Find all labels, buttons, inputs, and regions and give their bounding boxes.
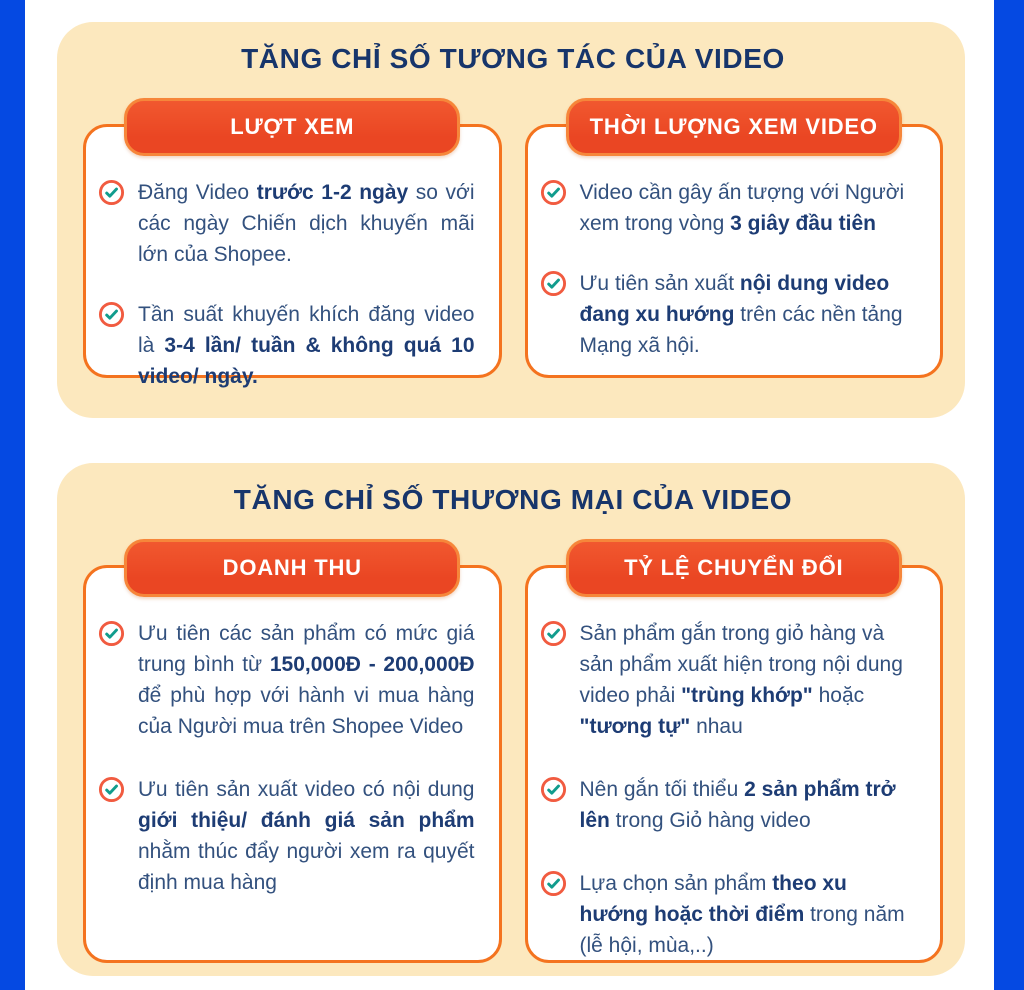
- page-surface: [25, 0, 994, 990]
- tip-card: [83, 114, 502, 388]
- card-header-label: DOANH THU: [222, 555, 362, 580]
- section-title: TĂNG CHỈ SỐ TƯƠNG TÁC CỦA VIDEO: [241, 43, 785, 74]
- list-item: [540, 618, 917, 742]
- tips-list: [540, 177, 917, 361]
- tip-card: [525, 114, 944, 378]
- list-item-text: Video cần gây ấn tượng với Người xem trong vòng 3 giây đầu tiên: [579, 181, 905, 235]
- tip-card: [525, 555, 944, 963]
- list-item: [540, 774, 917, 836]
- card-header-pill: [566, 539, 902, 597]
- card-header-label: THỜI LƯỢNG XEM VIDEO: [589, 114, 878, 139]
- cards-row: [83, 555, 943, 963]
- cards-row: [83, 114, 943, 388]
- check-circle-icon: [540, 179, 567, 239]
- tips-list: [98, 618, 475, 898]
- tips-list: [540, 618, 917, 961]
- list-item: [540, 268, 917, 361]
- list-item-text: Tần suất khuyến khích đăng video là 3-4 lần/ tuần & không quá 10 video/ ngày.: [138, 303, 475, 388]
- list-item-text: Lựa chọn sản phẩm theo xu hướng hoặc thời điểm trong năm (lễ hội, mùa,..): [579, 872, 905, 957]
- check-circle-icon: [540, 620, 567, 742]
- check-circle-icon: [98, 179, 125, 270]
- list-item-text: Nên gắn tối thiểu 2 sản phẩm trở lên trong Giỏ hàng video: [579, 778, 896, 832]
- check-circle-icon: [98, 301, 125, 392]
- tip-card: [83, 555, 502, 963]
- section-interaction-metrics: [57, 22, 965, 418]
- section-title: TĂNG CHỈ SỐ THƯƠNG MẠI CỦA VIDEO: [233, 484, 793, 515]
- card-header-label: LƯỢT XEM: [230, 114, 355, 139]
- card-header-pill: [124, 539, 460, 597]
- check-circle-icon: [540, 776, 567, 836]
- list-item-text: Đăng Video trước 1-2 ngày so với các ngày Chiến dịch khuyến mãi lớn của Shopee.: [138, 181, 475, 266]
- check-circle-icon: [98, 620, 125, 742]
- list-item: [540, 868, 917, 961]
- list-item: [98, 299, 475, 392]
- list-item: [540, 177, 917, 239]
- list-item-text: Sản phẩm gắn trong giỏ hàng và sản phẩm xuất hiện trong nội dung video phải "trùng khớp" hoặc "tương tự" nhau: [579, 622, 903, 738]
- list-item: [98, 177, 475, 270]
- list-item: [98, 774, 475, 898]
- card-header-label: TỶ LỆ CHUYỂN ĐỔI: [624, 555, 844, 580]
- list-item-text: Ưu tiên sản xuất video có nội dung giới thiệu/ đánh giá sản phẩm nhằm thúc đẩy người xem ra quyết định mua hàng: [138, 778, 475, 894]
- check-circle-icon: [540, 870, 567, 961]
- card-header-pill: [124, 98, 460, 156]
- check-circle-icon: [540, 270, 567, 361]
- check-circle-icon: [98, 776, 125, 898]
- list-item: [98, 618, 475, 742]
- card-header-pill: [566, 98, 902, 156]
- list-item-text: Ưu tiên các sản phẩm có mức giá trung bình từ 150,000Đ - 200,000Đ để phù hợp với hành vi mua hàng của Người mua trên Shopee Video: [138, 622, 475, 738]
- section-commerce-metrics: [57, 463, 965, 976]
- list-item-text: Ưu tiên sản xuất nội dung video đang xu hướng trên các nền tảng Mạng xã hội.: [579, 272, 903, 357]
- tips-list: [98, 177, 475, 392]
